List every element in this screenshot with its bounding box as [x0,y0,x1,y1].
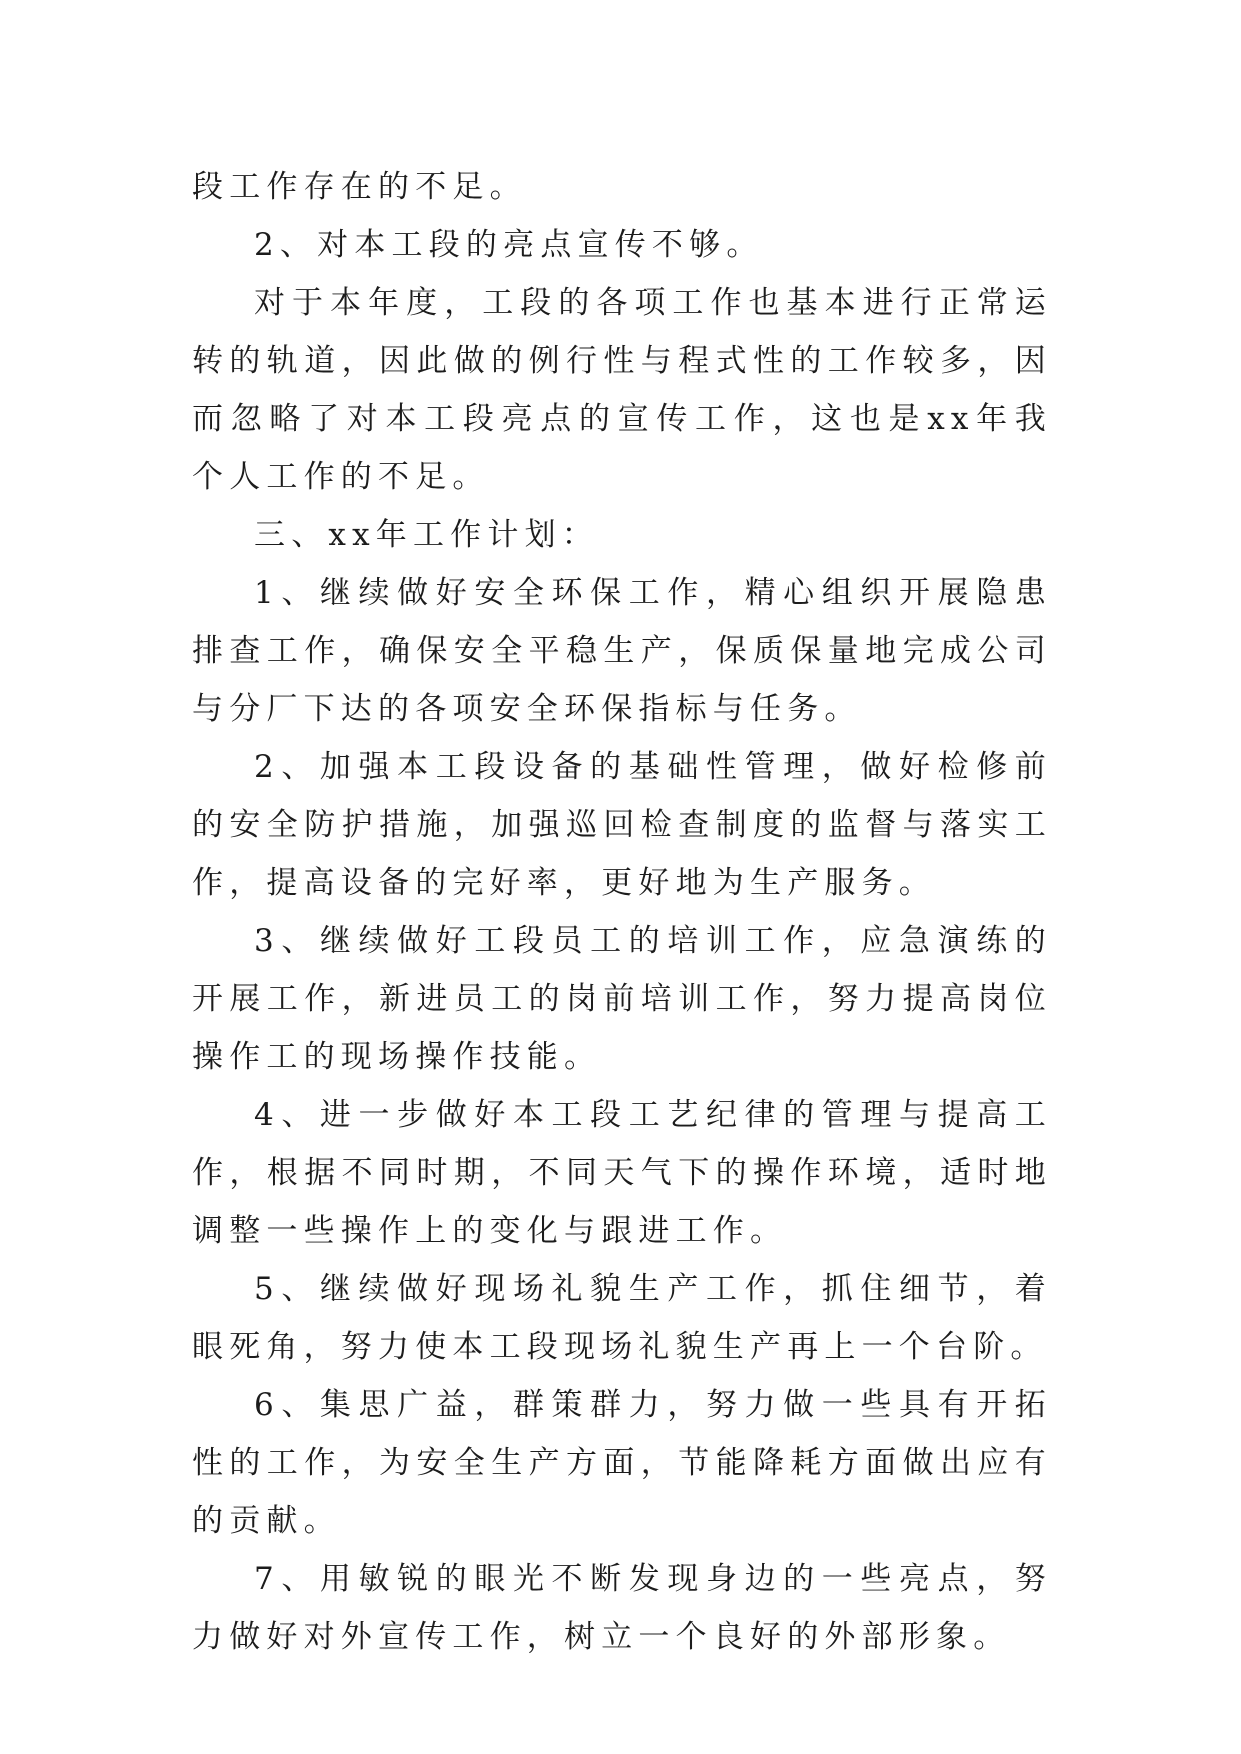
plan-item: 7、用敏锐的眼光不断发现身边的一些亮点，努力做好对外宣传工作，树立一个良好的外部形象。 [192,1561,1052,1655]
plan-item: 2、加强本工段设备的基础性管理，做好检修前的安全防护措施，加强巡回检查制度的监督与落实工作，提高设备的完好率，更好地为生产服务。 [192,749,1052,901]
document-body [192,158,1052,1666]
paragraph: 对于本年度，工段的各项工作也基本进行正常运转的轨道，因此做的例行性与程式性的工作较多，因而忽略了对本工段亮点的宣传工作，这也是xx年我个人工作的不足。 [192,285,1052,495]
plan-item: 3、继续做好工段员工的培训工作，应急演练的开展工作，新进员工的岗前培训工作，努力提高岗位操作工的现场操作技能。 [192,923,1052,1075]
plan-item: 1、继续做好安全环保工作，精心组织开展隐患排查工作，确保安全平稳生产，保质保量地完成公司与分厂下达的各项安全环保指标与任务。 [192,575,1052,727]
section-heading: 三、xx年工作计划： [254,517,599,553]
paragraph: 段工作存在的不足。 [192,169,527,205]
plan-item: 4、进一步做好本工段工艺纪律的管理与提高工作，根据不同时期，不同天气下的操作环境，适时地调整一些操作上的变化与跟进工作。 [192,1097,1052,1249]
paragraph: 2、对本工段的亮点宣传不够。 [254,227,764,263]
plan-item: 6、集思广益，群策群力，努力做一些具有开拓性的工作，为安全生产方面，节能降耗方面做出应有的贡献。 [192,1387,1052,1539]
plan-item: 5、继续做好现场礼貌生产工作，抓住细节，着眼死角，努力使本工段现场礼貌生产再上一个台阶。 [192,1271,1052,1365]
